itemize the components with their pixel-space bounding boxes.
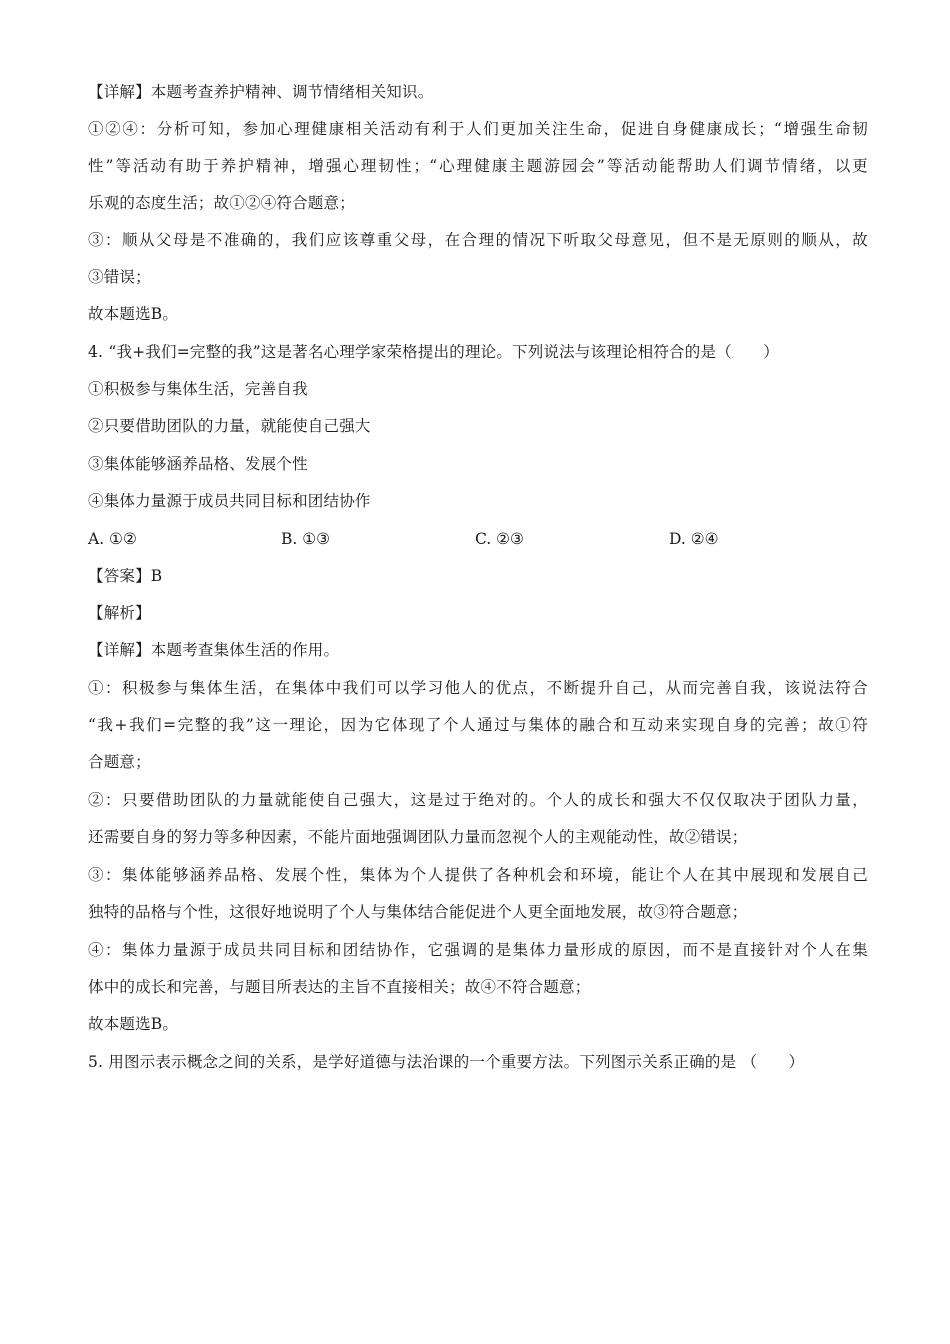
q3-explanation-line: 性”等活动有助于养护精神，增强心理韧性；“心理健康主题游园会”等活动能帮助人们调节情绪，以更 — [88, 157, 868, 175]
q4-explanation-line: ②：只要借助团队的力量就能使自己强大，这是过于绝对的。个人的成长和强大不仅仅取决于团队力量， — [88, 791, 868, 809]
q4-answer: 【答案】B — [88, 567, 163, 585]
q4-explanation-line: “我+我们=完整的我”这一理论，因为它体现了个人通过与集体的融合和互动来实现自身的完善；故①符 — [88, 716, 868, 734]
q4-explanation-line: 还需要自身的努力等多种因素，不能片面地强调团队力量而忽视个人的主观能动性，故②错误； — [88, 828, 748, 846]
q3-explanation-line: ①②④：分析可知，参加心理健康相关活动有利于人们更加关注生命，促进自身健康成长；“增强生命韧 — [88, 120, 868, 138]
q4-option-a: A. ①② — [88, 530, 137, 548]
q3-detail: 【详解】本题考查养护精神、调节情绪相关知识。 — [88, 83, 434, 101]
q4-statement-3: ③集体能够涵养品格、发展个性 — [88, 455, 308, 473]
q4-explanation-line: 独特的品格与个性，这很好地说明了个人与集体结合能促进个人更全面地发展，故③符合题意； — [88, 903, 748, 921]
q5-stem: 5. 用图示表示概念之间的关系，是学好道德与法治课的一个重要方法。下列图示关系正确的是 （ ） — [88, 1053, 805, 1071]
q4-explanation-line: 体中的成长和完善，与题目所表达的主旨不直接相关；故④不符合题意； — [88, 978, 591, 996]
q4-conclusion: 故本题选B。 — [88, 1015, 179, 1033]
q4-explanation-line: ④：集体力量源于成员共同目标和团结协作，它强调的是集体力量形成的原因，而不是直接针对个人在集 — [88, 941, 868, 959]
q4-explanation-line: 合题意； — [88, 753, 151, 771]
q3-explanation-line: ③错误； — [88, 268, 151, 286]
q4-analysis-label: 【解析】 — [88, 604, 151, 622]
q4-option-b: B. ①③ — [281, 530, 331, 548]
q3-explanation-line: 乐观的态度生活；故①②④符合题意； — [88, 194, 355, 212]
q4-statement-2: ②只要借助团队的力量，就能使自己强大 — [88, 417, 371, 435]
q4-detail: 【详解】本题考查集体生活的作用。 — [88, 641, 340, 659]
q4-explanation-line: ③：集体能够涵养品格、发展个性，集体为个人提供了各种机会和环境，能让个人在其中展现和发展自己 — [88, 866, 868, 884]
q3-conclusion: 故本题选B。 — [88, 305, 179, 323]
q4-statement-1: ①积极参与集体生活，完善自我 — [88, 380, 308, 398]
q4-statement-4: ④集体力量源于成员共同目标和团结协作 — [88, 492, 371, 510]
q4-option-d: D. ②④ — [669, 530, 719, 548]
q4-option-c: C. ②③ — [475, 530, 524, 548]
q4-explanation-line: ①：积极参与集体生活，在集体中我们可以学习他人的优点，不断提升自己，从而完善自我，该说法符合 — [88, 679, 868, 697]
q3-explanation-line: ③：顺从父母是不准确的，我们应该尊重父母，在合理的情况下听取父母意见，但不是无原则的顺从，故 — [88, 231, 868, 249]
q4-stem: 4. “我+我们=完整的我”这是著名心理学家荣格提出的理论。下列说法与该理论相符合的是（ ） — [88, 343, 779, 361]
